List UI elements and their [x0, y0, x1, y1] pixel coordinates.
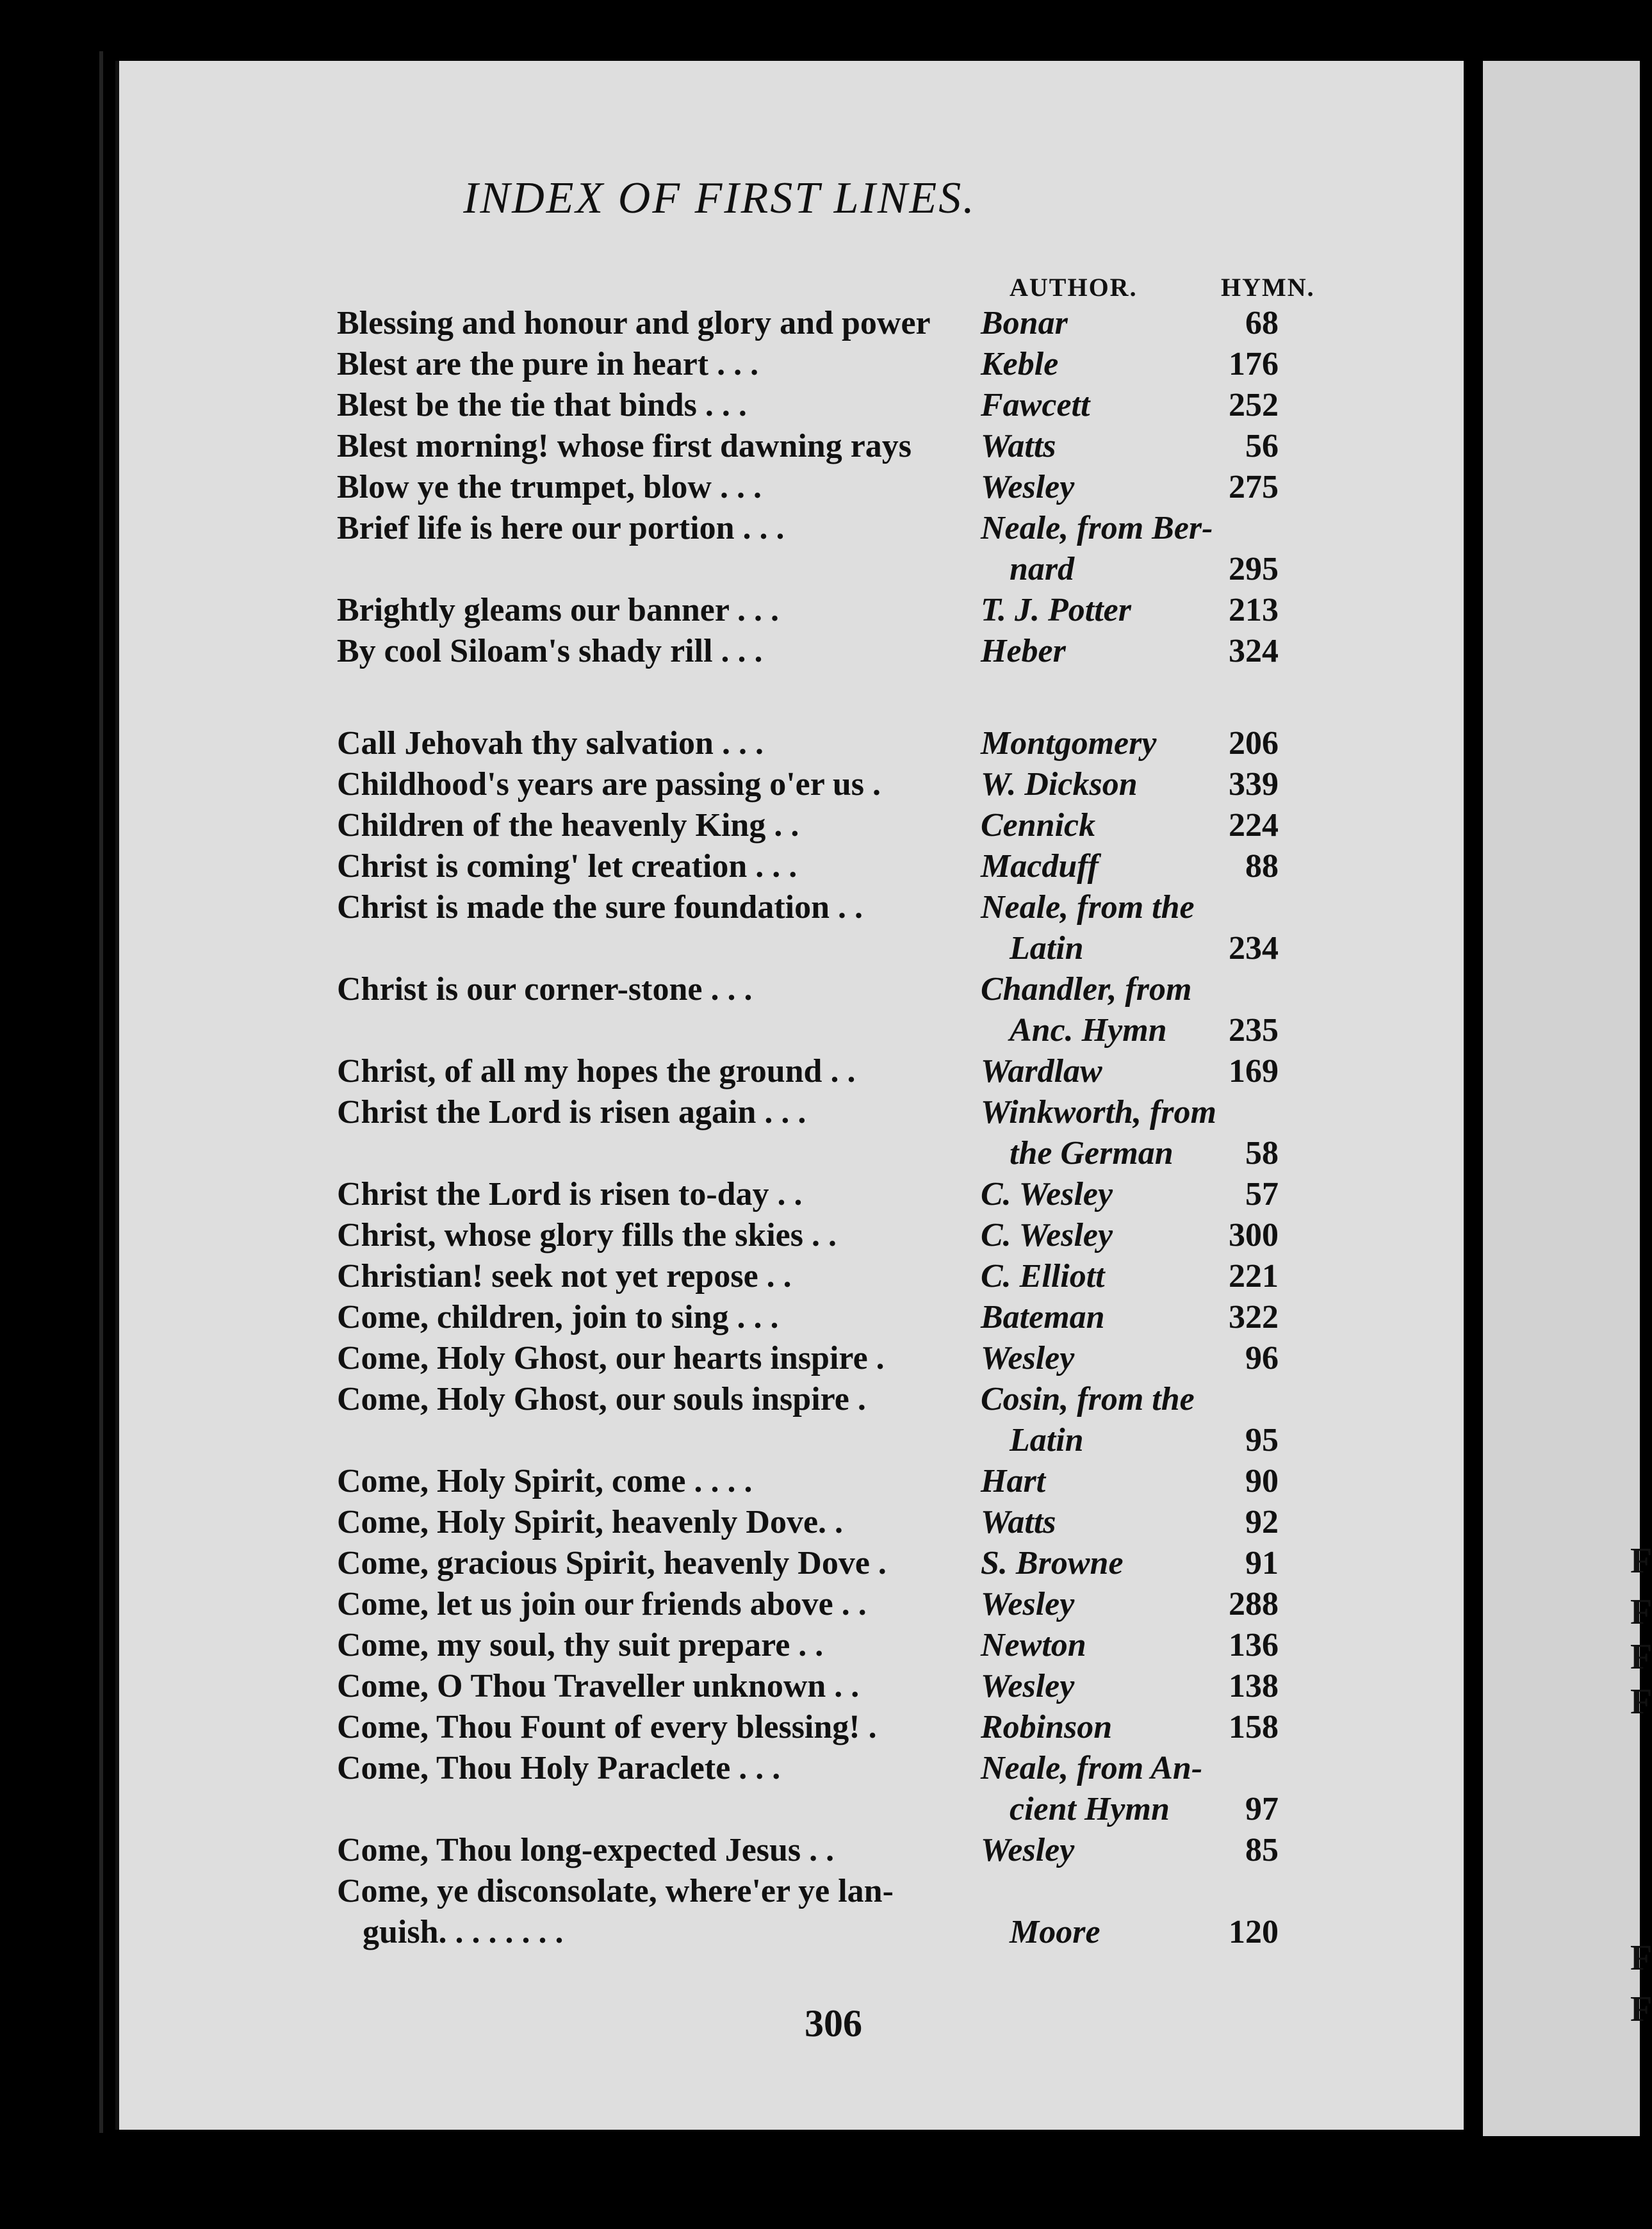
- index-entry: [119, 468, 1468, 509]
- index-entry: [119, 888, 1468, 970]
- author-name: T. J. Potter: [981, 592, 1131, 628]
- first-line-text: Call Jehovah thy salvation . . .: [337, 725, 764, 762]
- page-edge-rule: [99, 51, 103, 2133]
- hymn-number: 206: [1229, 725, 1279, 762]
- index-entry: [119, 386, 1468, 427]
- author-name: Cosin, from the: [981, 1381, 1195, 1417]
- author-name: Montgomery: [981, 725, 1157, 762]
- hymn-number: 68: [1245, 305, 1279, 341]
- first-line-text: Christ is made the sure foundation . .: [337, 889, 863, 926]
- index-entry: [119, 1667, 1468, 1708]
- first-line-text: Come, Holy Ghost, our souls inspire .: [337, 1381, 866, 1417]
- first-line-text: Come, Thou Holy Paraclete . . .: [337, 1750, 781, 1786]
- hymn-number: 224: [1229, 807, 1279, 844]
- hymn-number: 138: [1229, 1668, 1279, 1704]
- hymn-number: 234: [1229, 930, 1279, 967]
- hymn-number: 88: [1245, 848, 1279, 885]
- hymn-number: 169: [1229, 1053, 1279, 1090]
- hymn-number: 295: [1229, 551, 1279, 587]
- first-line-text: Christ the Lord is risen again . . .: [337, 1094, 806, 1131]
- hymn-number: 158: [1229, 1709, 1279, 1745]
- first-line-text: By cool Siloam's shady rill . . .: [337, 633, 763, 669]
- hymn-number: 252: [1229, 387, 1279, 423]
- index-entry: [119, 847, 1468, 888]
- author-name: Hart: [981, 1463, 1046, 1499]
- first-line-text: Come, my soul, thy suit prepare . .: [337, 1627, 824, 1663]
- first-line-text: Come, gracious Spirit, heavenly Dove .: [337, 1545, 887, 1581]
- author-name-continuation: Anc. Hymn: [1010, 1012, 1167, 1049]
- index-entry: [119, 1503, 1468, 1544]
- author-name: Winkworth, from: [981, 1094, 1216, 1131]
- page-number: 306: [805, 2002, 862, 2045]
- author-name-continuation: nard: [1010, 551, 1075, 587]
- hymn-number: 300: [1229, 1217, 1279, 1253]
- page-title: INDEX OF FIRST LINES.: [463, 174, 976, 223]
- first-line-text: Come, O Thou Traveller unknown . .: [337, 1668, 860, 1704]
- first-line-text: Children of the heavenly King . .: [337, 807, 799, 844]
- index-entry: [119, 1339, 1468, 1380]
- first-line-text: Christ, whose glory fills the skies . .: [337, 1217, 837, 1253]
- author-name: Wesley: [981, 1668, 1075, 1704]
- hymn-number: 136: [1229, 1627, 1279, 1663]
- first-line-text: Brief life is here our portion . . .: [337, 510, 785, 546]
- author-name: C. Wesley: [981, 1176, 1113, 1212]
- author-column-header: AUTHOR.: [1010, 273, 1138, 302]
- hymn-number: 96: [1245, 1340, 1279, 1376]
- index-entry: [119, 1257, 1468, 1298]
- facing-page-letter: F: [1630, 1938, 1652, 1978]
- author-name: C. Elliott: [981, 1258, 1105, 1294]
- author-name: Wesley: [981, 1832, 1075, 1868]
- hymn-column-header: HYMN.: [1221, 273, 1315, 302]
- author-name: C. Wesley: [981, 1217, 1113, 1253]
- facing-page-letter: F: [1630, 1592, 1652, 1632]
- author-name-continuation: cient Hymn: [1010, 1791, 1170, 1827]
- author-name: Wesley: [981, 1340, 1075, 1376]
- facing-page-letter: F: [1630, 1637, 1652, 1677]
- index-entry: [119, 427, 1468, 468]
- index-entry: [119, 509, 1468, 591]
- author-name: Heber: [981, 633, 1066, 669]
- hymn-number: 58: [1245, 1135, 1279, 1172]
- first-line-text: Blest are the pure in heart . . .: [337, 346, 759, 382]
- index-entry: [119, 1462, 1468, 1503]
- section-gap: [119, 673, 1468, 724]
- book-page: [115, 61, 1468, 2130]
- first-line-continuation: guish. . . . . . . .: [363, 1914, 564, 1950]
- first-line-text: Come, children, join to sing . . .: [337, 1299, 779, 1335]
- first-line-text: Brightly gleams our banner . . .: [337, 592, 780, 628]
- first-line-text: Come, Thou Fount of every blessing! .: [337, 1709, 877, 1745]
- facing-page-letter: F: [1630, 1989, 1652, 2029]
- hymn-number: 324: [1229, 633, 1279, 669]
- first-line-text: Blow ye the trumpet, blow . . .: [337, 469, 762, 505]
- hymn-number: 97: [1245, 1791, 1279, 1827]
- index-entry: [119, 345, 1468, 386]
- index-entry: [119, 1093, 1468, 1175]
- author-name: Wardlaw: [981, 1053, 1102, 1090]
- first-line-text: Christ is coming' let creation . . .: [337, 848, 797, 885]
- author-name: S. Browne: [981, 1545, 1124, 1581]
- author-name: Neale, from the: [981, 889, 1195, 926]
- index-entry: [119, 591, 1468, 632]
- author-name: Wesley: [981, 469, 1075, 505]
- first-line-text: Come, Thou long-expected Jesus . .: [337, 1832, 835, 1868]
- index-entry: [119, 1216, 1468, 1257]
- author-name: Neale, from An-: [981, 1750, 1203, 1786]
- author-name-continuation: Latin: [1010, 1422, 1084, 1458]
- hymn-number: 322: [1229, 1299, 1279, 1335]
- facing-page-letter: F: [1630, 1682, 1652, 1722]
- index-entry: [119, 1298, 1468, 1339]
- index-entry: [119, 1626, 1468, 1667]
- hymn-number: 90: [1245, 1463, 1279, 1499]
- hymn-number: 213: [1229, 592, 1279, 628]
- index-list: [119, 304, 1468, 1954]
- hymn-number: 91: [1245, 1545, 1279, 1581]
- first-line-text: Come, let us join our friends above . .: [337, 1586, 867, 1622]
- author-name: Chandler, from: [981, 971, 1192, 1008]
- first-line-text: Come, Holy Ghost, our hearts inspire .: [337, 1340, 885, 1376]
- index-entry: [119, 1380, 1468, 1462]
- first-line-text: Christ, of all my hopes the ground . .: [337, 1053, 856, 1090]
- author-name: Bonar: [981, 305, 1068, 341]
- author-name: W. Dickson: [981, 766, 1138, 803]
- index-entry: [119, 806, 1468, 847]
- hymn-number: 275: [1229, 469, 1279, 505]
- index-entry: [119, 970, 1468, 1052]
- author-name: Fawcett: [981, 387, 1090, 423]
- book-gutter: [1464, 38, 1483, 2146]
- index-entry: [119, 1749, 1468, 1831]
- hymn-number: 176: [1229, 346, 1279, 382]
- index-entry: [119, 1052, 1468, 1093]
- author-name: Neale, from Ber-: [981, 510, 1213, 546]
- author-name-continuation: Latin: [1010, 930, 1084, 967]
- author-name: Cennick: [981, 807, 1096, 844]
- first-line-text: Come, ye disconsolate, where'er ye lan-: [337, 1873, 894, 1909]
- index-entry: [119, 1872, 1468, 1954]
- hymn-number: 92: [1245, 1504, 1279, 1540]
- first-line-text: Christian! seek not yet repose . .: [337, 1258, 792, 1294]
- author-name: Newton: [981, 1627, 1086, 1663]
- hymn-number: 120: [1229, 1914, 1279, 1950]
- hymn-number: 339: [1229, 766, 1279, 803]
- index-entry: [119, 1585, 1468, 1626]
- facing-page-edge: [1483, 61, 1652, 2136]
- index-entry: [119, 632, 1468, 673]
- index-entry: [119, 765, 1468, 806]
- author-name: Watts: [981, 1504, 1056, 1540]
- index-entry: [119, 304, 1468, 345]
- hymn-number: 95: [1245, 1422, 1279, 1458]
- author-name: Keble: [981, 346, 1059, 382]
- hymn-number: 235: [1229, 1012, 1279, 1049]
- first-line-text: Childhood's years are passing o'er us .: [337, 766, 881, 803]
- first-line-text: Blest be the tie that binds . . .: [337, 387, 747, 423]
- author-name: Macduff: [981, 848, 1099, 885]
- first-line-text: Christ the Lord is risen to-day . .: [337, 1176, 803, 1212]
- author-name: Bateman: [981, 1299, 1105, 1335]
- author-name: Wesley: [981, 1586, 1075, 1622]
- hymn-number: 85: [1245, 1832, 1279, 1868]
- index-entry: [119, 1175, 1468, 1216]
- index-entry: [119, 1831, 1468, 1872]
- index-entry: [119, 1708, 1468, 1749]
- author-name: Watts: [981, 428, 1056, 464]
- first-line-text: Blessing and honour and glory and power: [337, 305, 931, 341]
- author-name: Robinson: [981, 1709, 1113, 1745]
- index-entry: [119, 1544, 1468, 1585]
- index-entry: [119, 724, 1468, 765]
- facing-page-letter: F: [1630, 1541, 1652, 1581]
- hymn-number: 56: [1245, 428, 1279, 464]
- first-line-text: Christ is our corner-stone . . .: [337, 971, 753, 1008]
- first-line-text: Come, Holy Spirit, come . . . .: [337, 1463, 753, 1499]
- hymn-number: 221: [1229, 1258, 1279, 1294]
- first-line-text: Blest morning! whose first dawning rays: [337, 428, 912, 464]
- author-name-continuation: the German: [1010, 1135, 1174, 1172]
- author-name-continuation: Moore: [1010, 1914, 1100, 1950]
- hymn-number: 57: [1245, 1176, 1279, 1212]
- hymn-number: 288: [1229, 1586, 1279, 1622]
- first-line-text: Come, Holy Spirit, heavenly Dove. .: [337, 1504, 844, 1540]
